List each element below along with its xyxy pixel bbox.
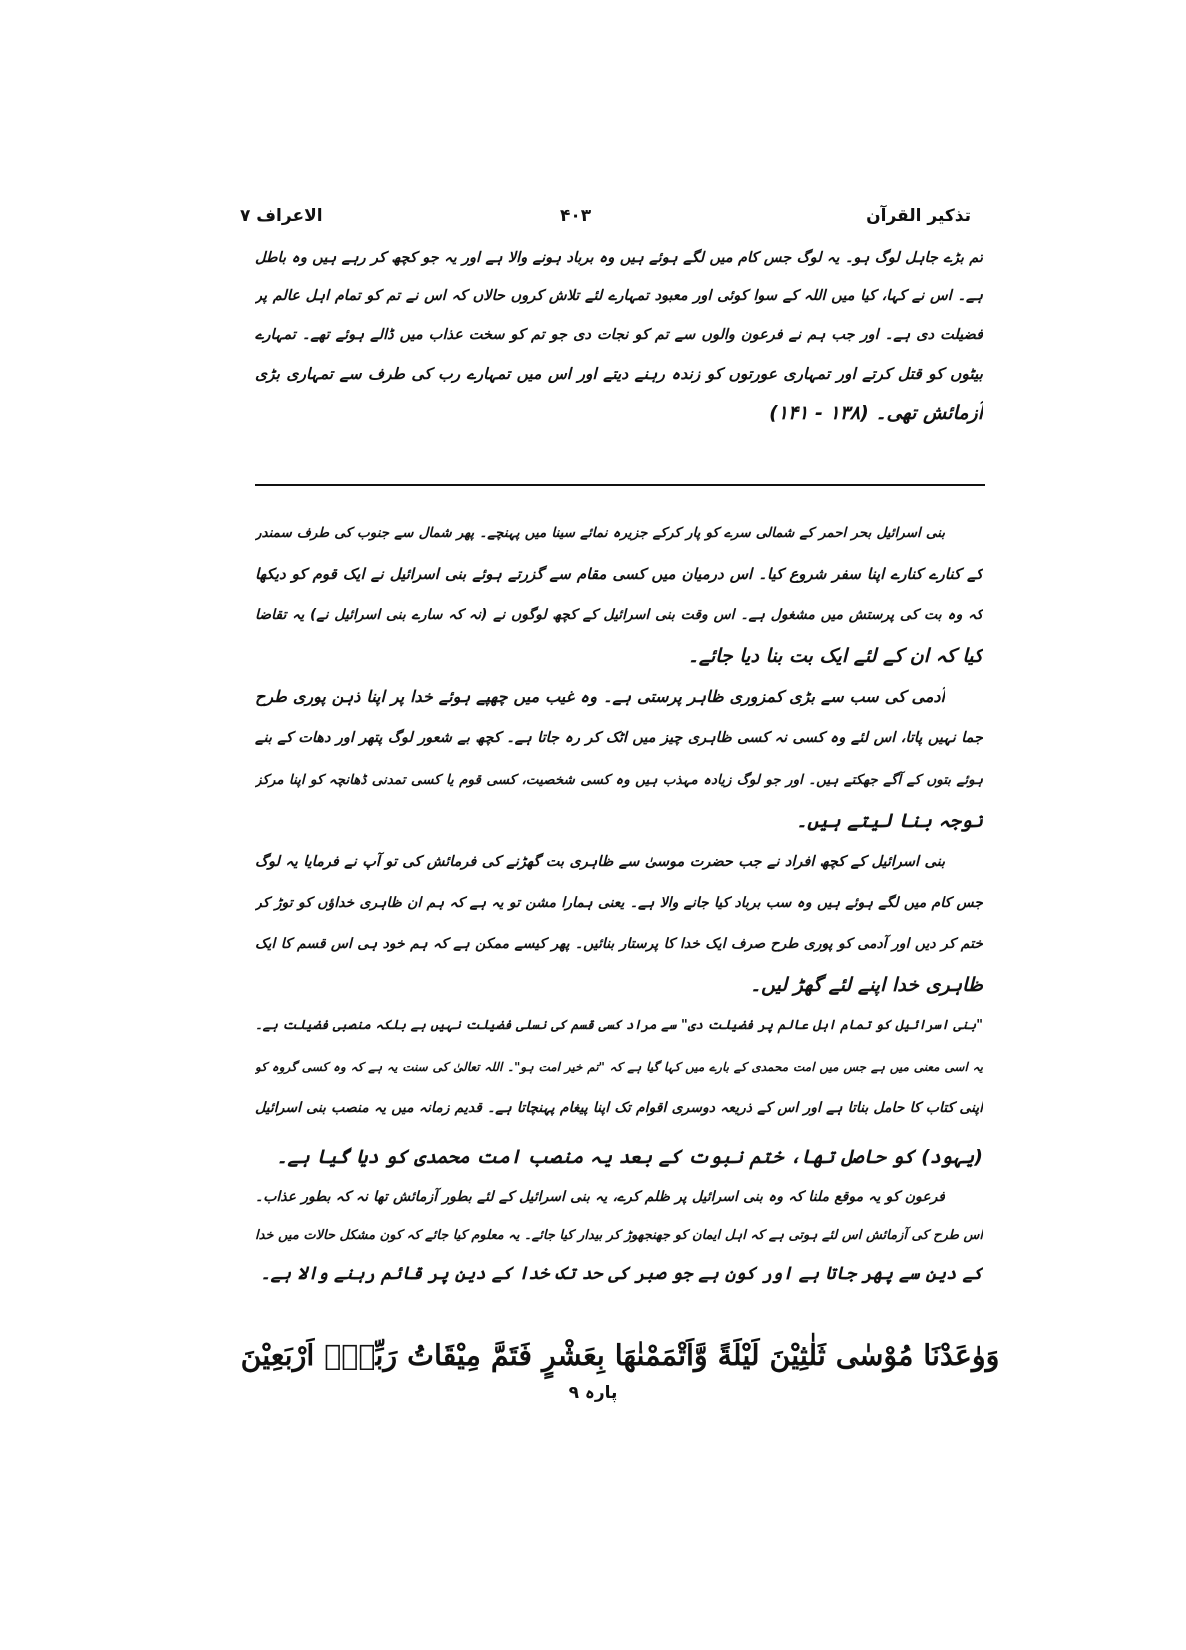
commentary-line: جما نہیں پاتا، اس لئے وہ کسی نہ کسی ظاہری چیز میں اٹک کر رہ جاتا ہے۔ کچھ بے شعور لوگ پتھر اور دھات کے بنے — [255, 730, 983, 746]
para-footer: پارہ ۹ — [568, 1383, 618, 1403]
commentary-line: ظاہری خدا اپنے لئے گھڑ لیں۔ — [750, 974, 983, 996]
commentary-line: یہ اسی معنی میں ہے جس میں امت محمدی کے بارے میں کہا گیا ہے کہ "تم خیر امت ہو"۔ اللہ تعالیٰ کی سنت یہ ہے کہ وہ کسی گروہ کو — [255, 1060, 983, 1074]
translation-line: ہے۔ اس نے کہا، کیا میں اللہ کے سوا کوئی اور معبود تمہارے لئے تلاش کروں حالاں کہ اس نے تم کو تمام اہل عالم پر — [255, 288, 983, 304]
commentary-line: جس کام میں لگے ہوئے ہیں وہ سب برباد کیا جانے والا ہے۔ یعنی ہمارا مشن تو یہ ہے کہ ہم ان ظاہری خداؤں کو توڑ کر — [255, 895, 983, 911]
commentary-line: فرعون کو یہ موقع ملنا کہ وہ بنی اسرائیل پر ظلم کرے، یہ بنی اسرائیل کے لئے بطور آزمائش تھا نہ کہ بطور عذاب۔ — [255, 1189, 945, 1205]
commentary-line: (یہود) کو حاصل تھا، ختم نبوت کے بعد یہ منصب امت محمدی کو دیا گیا ہے۔ — [276, 1146, 983, 1168]
commentary-line: کے دین سے پھر جاتا ہے اور کون ہے جو صبر کی حد تک خدا کے دین پر قائم رہنے والا ہے۔ — [260, 1264, 983, 1284]
commentary-line: بنی اسرائیل کے کچھ افراد نے جب حضرت موسیٰ سے ظاہری بت گھڑنے کی فرمائش کی تو آپ نے فرمایا یہ لوگ — [255, 854, 945, 870]
commentary-line: کے کنارے کنارے اپنا سفر شروع کیا۔ اس درمیان میں کسی مقام سے گزرتے ہوئے بنی اسرائیل نے ایک قوم کو دیکھا — [255, 565, 983, 583]
translation-line-verse-reference: آزمائش تھی۔ (۱۳۸ - ۱۴۱) — [769, 402, 983, 424]
translation-line: تم بڑے جاہل لوگ ہو۔ یہ لوگ جس کام میں لگے ہوئے ہیں وہ برباد ہونے والا ہے اور یہ جو کچھ کر رہے ہیں وہ باطل — [255, 250, 983, 266]
translation-line: بیٹوں کو قتل کرتے اور تمہاری عورتوں کو زندہ رہنے دیتے اور اس میں تمہارے رب کی طرف سے تمہاری بڑی — [255, 365, 983, 383]
commentary-line: اپنی کتاب کا حامل بناتا ہے اور اس کے ذریعہ دوسری اقوام تک اپنا پیغام پہنچاتا ہے۔ قدیم زمانہ میں یہ منصب بنی اسرائیل — [255, 1100, 983, 1116]
quran-verse: وَوٰعَدْنَا مُوْسٰى ثَلٰثِيْنَ لَيْلَةً وَّاَتْمَمْنٰهَا بِعَشْرٍ فَتَمَّ مِيْقَاتُ رَبِّهٖٓ اَرْبَعِيْنَ — [240, 1338, 1000, 1372]
commentary-line: اس طرح کی آزمائش اس لئے ہوتی ہے کہ اہل ایمان کو جھنجھوڑ کر بیدار کیا جائے۔ یہ معلوم کیا جائے کہ کون مشکل حالات میں خدا — [255, 1228, 983, 1243]
surah-name: الاعراف ۷ — [240, 206, 323, 226]
commentary-line: ہوئے بتوں کے آگے جھکتے ہیں۔ اور جو لوگ زیادہ مہذب ہیں وہ کسی شخصیت، کسی قوم یا کسی تمدنی ڈھانچہ کو اپنا مرکز — [255, 772, 983, 788]
commentary-line: آدمی کی سب سے بڑی کمزوری ظاہر پرستی ہے۔ وہ غیب میں چھپے ہوئے خدا پر اپنا ذہن پوری طرح — [255, 687, 945, 706]
book-title: تذکیر القرآن — [866, 206, 971, 226]
translation-line: فضیلت دی ہے۔ اور جب ہم نے فرعون والوں سے تم کو نجات دی جو تم کو سخت عذاب میں ڈالے ہوئے تھے۔ تمہارے — [255, 327, 983, 343]
page-number: ۴۰۳ — [560, 206, 592, 226]
commentary-line: "بنی اسرائیل کو تمام اہل عالم پر فضیلت دی" سے مراد کسی قسم کی نسلی فضیلت نہیں ہے بلکہ منصبی فضیلت ہے۔ — [255, 1018, 983, 1033]
section-divider — [255, 484, 985, 486]
commentary-line: ختم کر دیں اور آدمی کو پوری طرح صرف ایک خدا کا پرستار بنائیں۔ پھر کیسے ممکن ہے کہ ہم خود ہی اس قسم کا ایک — [255, 936, 983, 952]
commentary-line: توجہ بنا لیتے ہیں۔ — [796, 810, 983, 832]
commentary-line: کہ وہ بت کی پرستش میں مشغول ہے۔ اس وقت بنی اسرائیل کے کچھ لوگوں نے (نہ کہ سارے بنی اسرائیل نے) یہ تقاضا — [255, 607, 983, 623]
commentary-line: بنی اسرائیل بحر احمر کے شمالی سرے کو پار کرکے جزیرہ نمائے سینا میں پہنچے۔ پھر شمال سے جنوب کی طرف سمندر — [255, 525, 945, 541]
commentary-line: کیا کہ ان کے لئے ایک بت بنا دیا جائے۔ — [687, 645, 983, 667]
